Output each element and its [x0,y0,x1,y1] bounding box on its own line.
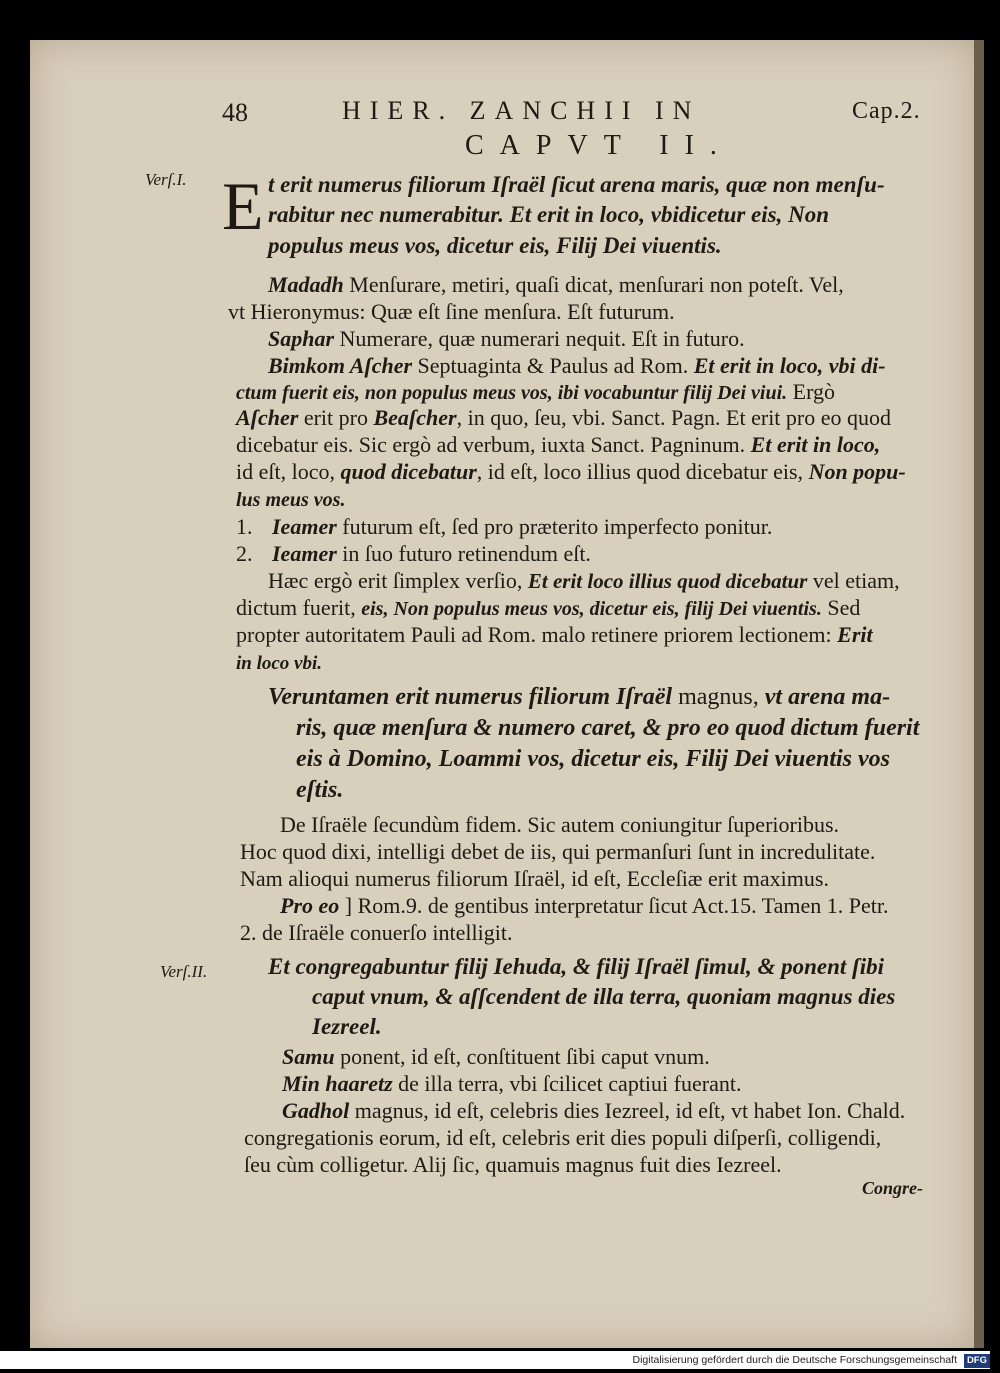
verse-line: eis à Domino, Loammi vos, dicetur eis, Filij Dei viuentis vos [296,746,890,772]
comment-text: vel etiam, [807,568,900,593]
verse-text: magnus, [672,684,765,710]
catchword: Congre- [862,1178,924,1198]
comment-line: Nam alioqui numerus filiorum Iſraël, id eſt, Eccleſiæ erit maximus. [240,866,829,891]
hebrew-term: Bimkom Aſcher [268,353,413,378]
comment-line [228,299,675,325]
chapter-ref: Cap.2. [852,98,921,124]
comment-text: Hæc ergò erit ſimplex verſio, [268,568,528,593]
verse-line: ris, quæ menſura & numero caret, & pro eo quod dictum fuerit [296,715,920,741]
comment-line: Hoc quod dixi, intelligi debet de iis, qui permanſuri ſunt in incredulitate. [240,839,876,864]
quoted-text: Et erit in loco, vbi di- [693,353,886,378]
comment-line [236,649,322,675]
verse2-line2: caput vnum, & aſſcendent de illa terra, quoniam magnus dies [312,984,896,1009]
comment-line [268,568,900,594]
comment-line [236,379,835,405]
quoted-text: Et erit in loco, [750,432,881,457]
comment-text: , id eſt, loco illius quod dicebatur eis, [476,459,809,484]
hebrew-term: Min haaretz [282,1071,393,1096]
comment-text: ponent, id eſt, conſtituent ſibi caput vnum. [334,1044,710,1069]
item-number: 1. [236,514,253,539]
comment-text: dicebatur eis. Sic ergò ad verbum, iuxta Sanct. Pagninum. [236,432,751,457]
digitization-credit [0,1351,990,1369]
comment-text: dictum fuerit, [236,595,362,620]
comment-text: , in quo, ſeu, vbi. Sanct. Pagn. Et erit pro eo quod [456,405,892,430]
comment-line [268,353,886,379]
quoted-text: eis, Non populus meus vos, dicetur eis, filij Dei viuentis. [361,598,822,620]
page-edge [974,40,984,1348]
comment-line [268,326,745,352]
comment-line [268,272,844,298]
quoted-text: in loco vbi. [236,653,323,674]
comment-line: congregationis eorum, id eſt, celebris erit dies populi diſperſi, colligendi, [244,1125,882,1150]
quoted-text: lus meus vos. [236,489,346,511]
comment-text: futurum eſt, ſed pro præterito imperfecto ponitur. [336,514,773,539]
dfg-logo: DFG [964,1354,990,1368]
hebrew-term: Ieamer [272,514,337,539]
credit-text: Digitalisierung gefördert durch die Deutsche Forschungsgemeinschaft [632,1354,958,1366]
page-number: 48 [222,98,248,127]
hebrew-term: Ieamer [272,541,337,566]
comment-text: vt Hieronymus: Quæ eſt ſine menſura. Eſt futurum. [228,299,675,324]
hebrew-term: Pro eo [280,893,340,918]
comment-line [236,486,345,512]
comment-text: erit pro [298,405,374,430]
comment-text: in ſuo futuro retinendum eſt. [336,541,591,566]
verse-text: vt arena ma- [764,684,891,710]
margin-note-vers2: Verſ.II. [160,962,208,981]
verse-line [268,684,890,711]
chapter-heading: CAPVT II. [465,130,733,161]
hebrew-term: Gadhol [282,1098,350,1123]
verse1-line3: populus meus vos, dicetur eis, Filij Dei viuentis. [268,233,722,258]
comment-text: Sed [821,595,861,620]
quoted-text: Et erit loco illius quod dicebatur [527,569,808,593]
comment-line [236,459,906,485]
comment-text: de illa terra, vbi ſcilicet captiui fuerant. [392,1071,742,1096]
quoted-text: quod dicebatur [340,459,477,484]
comment-text: Septuaginta & Paulus ad Rom. [412,353,694,378]
verse2-line1: Et congregabuntur filij Iehuda, & filij Iſraël ſimul, & ponent ſibi [268,954,884,979]
verse2-line3: Iezreel. [312,1014,382,1039]
quoted-text: ctum fuerit eis, non populus meus vos, ibi vocabuntur filij Dei viui. [236,382,788,404]
verse-line: eſtis. [296,777,344,803]
hebrew-term: Aſcher [236,405,299,430]
quoted-text: Non popu- [808,459,906,484]
hebrew-term: Saphar [268,326,335,351]
hebrew-term: Samu [282,1044,335,1069]
running-title: HIER. ZANCHII IN [342,96,701,125]
numbered-item [236,514,772,540]
comment-line [282,1044,710,1070]
verse-text: Veruntamen erit numerus filiorum Iſraël [268,684,673,710]
margin-note-vers1: Verſ.I. [145,170,187,189]
comment-line [236,595,860,621]
comment-text: magnus, id eſt, celebris dies Iezreel, id eſt, vt habet Ion. Chald. [349,1098,906,1123]
comment-line [280,893,888,919]
comment-line: 2. de Iſraële conuerſo intelligit. [240,920,513,945]
comment-line [236,432,880,458]
item-number: 2. [236,541,253,566]
comment-text: id eſt, loco, [236,459,341,484]
comment-text: Menſurare, metiri, quaſi dicat, menſurari non poteſt. Vel, [343,272,844,297]
hebrew-term: Beaſcher [373,405,457,430]
verse1-line2: rabitur nec numerabitur. Et erit in loco, vbidicetur eis, Non [268,202,830,227]
comment-text: propter autoritatem Pauli ad Rom. malo retinere priorem lectionem: [236,622,838,647]
comment-line [282,1098,905,1124]
comment-line [236,405,891,431]
comment-line [282,1071,741,1097]
verse1-line1: t erit numerus filiorum Iſraël ſicut arena maris, quæ non menſu- [268,172,885,197]
comment-line: ſeu cùm colligetur. Alij ſic, quamuis magnus fuit dies Iezreel. [244,1152,782,1177]
comment-text: Numerare, quæ numerari nequit. Eſt in futuro. [334,326,745,351]
comment-text: Ergò [787,379,836,404]
hebrew-term: Madadh [268,272,344,297]
numbered-item [236,541,591,567]
comment-line [236,622,873,648]
quoted-text: Erit [837,622,873,647]
comment-line: De Iſraële ſecundùm fidem. Sic autem coniungitur ſuperioribus. [280,812,840,837]
drop-cap: E [222,168,264,244]
comment-text: ] Rom.9. de gentibus interpretatur ſicut Act.15. Tamen 1. Petr. [339,893,889,918]
